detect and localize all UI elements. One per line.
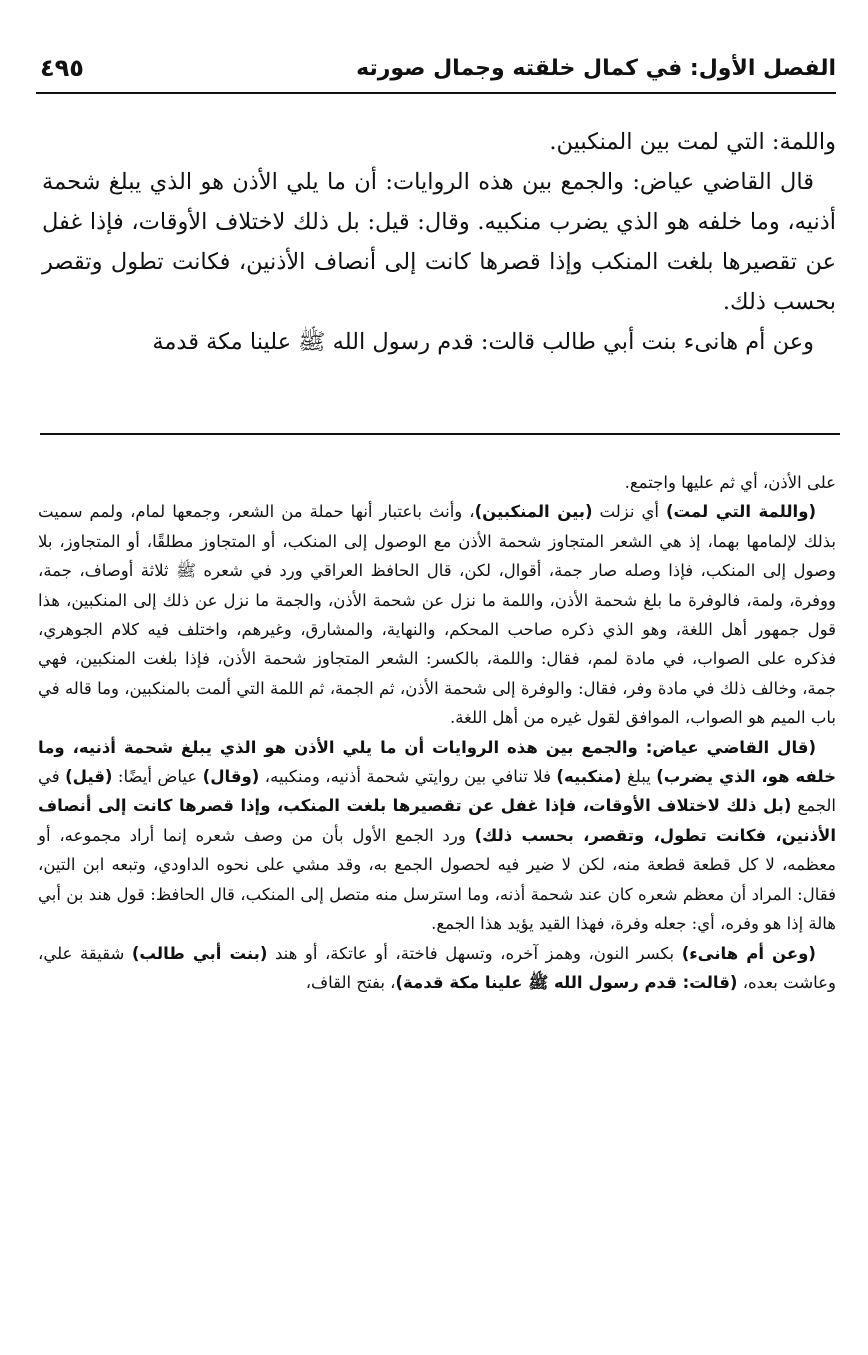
footnote-divider [40,433,840,435]
main-text [42,122,836,362]
commentary-text: شقيقة علي، وعاشت بعده، [38,943,836,992]
commentary-text: بكسر النون، وهمز آخره، وتسهل فاختة، أو عاتكة، أو هند [267,943,682,963]
commentary-paragraph [38,497,836,732]
commentary-text: فلا تنافي بين روايتي شحمة أذنيه، ومنكبيه، [259,767,557,787]
running-title: الفصل الأول: في كمال خلقته وجمال صورته [356,56,836,81]
commentary-text: في الجمع [38,767,837,816]
commentary-text: ، وأنث باعتبار أنها حملة من الشعر، وجمعها لمام، ولمم سميت بذلك لإلمامها بهما، إذ هي الشعر المتجاوز شحمة الأذن مع الوصول إلى المنكب، أو المتجاوز مطلقًا، أو المتجاوز، بلا وصول إلى المنكب، فإذا وصله صار جمة، أقوال، لكن، قال الحافظ العراقي ورد في شعره ﷺ ثلاثة أوصاف، جمة، ووفرة، ولمة، فالوفرة ما بلغ شحمة الأذن، واللمة ما نزل عن شحمة الأذن، والجمة ما نزل عن ذلك إلى المنكبين، هذا قول جمهور أهل اللغة، وهو الذي ذكره صاحب المحكم، والنهاية، والمشارق، وغيرهم، واختلف فيه كلام الجوهري، فذكره على الصواب، في مادة لمم، فقال: واللمة، بالكسر: الشعر المتجاوز شحمة الأذن، فإذا بلغت المنكبين، فهي جمة، وخالف ذلك في مادة وفر، فقال: والوفرة إلى شحمة الأذن، ثم الجمة، ثم اللمة التي ألمت بالمنكبين، وما قاله في باب الميم هو الصواب، الموافق لقول غيره من أهل اللغة. [38,502,836,728]
commentary-text: أي نزلت [592,502,666,522]
commentary-paragraph [38,733,836,939]
main-paragraph: واللمة: التي لمت بين المنكبين. [549,129,836,155]
quoted-text: (بين المنكبين) [474,502,593,522]
page-number: ٤٩٥ [40,54,84,82]
quoted-text: (قيل) [65,767,113,787]
main-paragraph: وعن أم هانىء بنت أبي طالب قالت: قدم رسول الله ﷺ علينا مكة قدمة [152,329,814,355]
commentary-paragraph [38,939,836,998]
quoted-text: (وعن أم هانىء) [681,943,816,963]
page-header [36,52,836,94]
commentary-text: ورد الجمع الأول بأن من وصف شعره إنما أراد مجموعه، أو معظمه، لا كل قطعة قطعة منه، لكن لا ضير فيه لحصول الجمع به، وقد مشي على نحوه الداودي، وتبعه ابن التين، فقال: المراد أن معظم شعره كان عند شحمة أذنه، وما استرسل منه متصل إلى المنكب، قال الحافظ: قول هند بن أبي هالة إذا هو وفره، أي: جعله وفرة، فهذا القيد يؤيد هذا الجمع. [38,825,836,934]
quoted-text: (قالت: قدم رسول الله ﷺ علينا مكة قدمة) [395,972,738,992]
commentary-text: ، بفتح القاف، [305,972,396,992]
commentary-paragraph: على الأذن، أي ثم عليها واجتمع. [624,473,836,492]
commentary-text: عياض أيضًا: [112,767,203,787]
quoted-text: (واللمة التي لمت) [665,502,816,522]
main-paragraph: قال القاضي عياض: والجمع بين هذه الروايات: أن ما يلي الأذن هو الذي يبلغ شحمة أذنيه، وما خلفه هو الذي يضرب منكبيه. وقال: قيل: بل ذلك لاختلاف الأوقات، فإذا غفل عن تقصيرها بلغت المنكب وإذا قصرها كانت إلى أنصاف الأذنين، فكانت تطول وتقصر بحسب ذلك. [42,169,836,315]
quoted-text: (بنت أبي طالب) [131,943,268,963]
commentary-text: يبلغ [621,767,657,787]
quoted-text: (وقال) [202,767,260,787]
commentary [38,468,836,997]
quoted-text: (بل ذلك لاختلاف الأوقات، فإذا غفل عن تقصيرها بلغت المنكب، وإذا قصرها كانت إلى أنصاف الأذنين، فكانت تطول، وتقصر، بحسب ذلك) [38,796,836,845]
quoted-text: (منكبيه) [556,767,622,787]
quoted-text: (قال القاضي عياض: والجمع بين هذه الروايات أن ما يلي الأذن هو الذي يبلغ شحمة أذنيه، وما خلفه هو، الذي يضرب) [38,737,836,787]
